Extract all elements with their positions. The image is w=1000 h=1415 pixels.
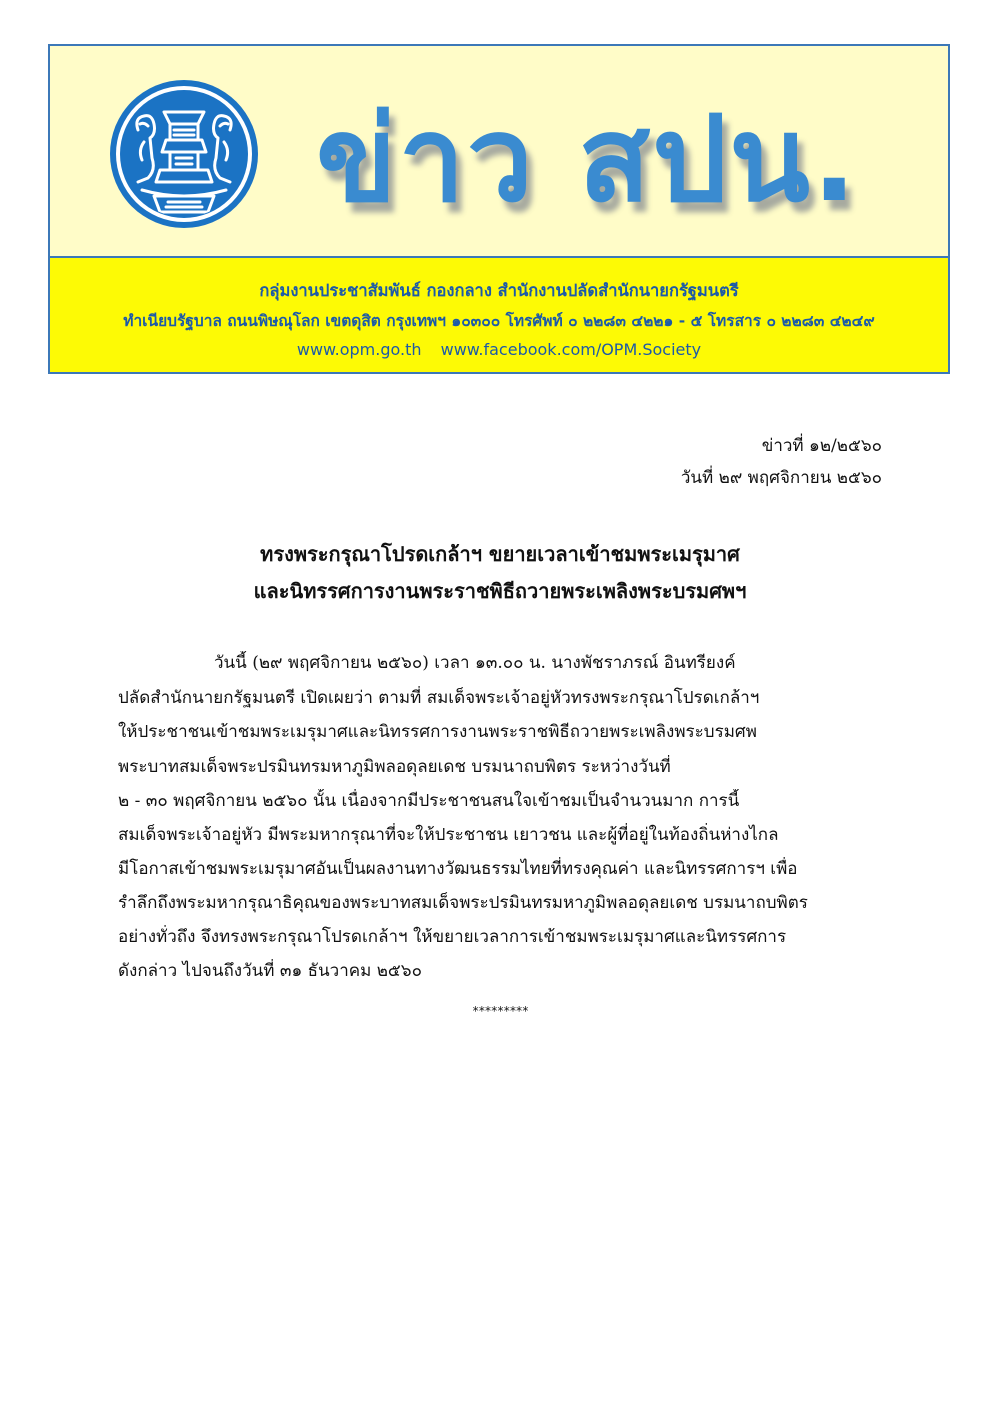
body-line: ปลัดสำนักนายกรัฐมนตรี เปิดเผยว่า ตามที่ สมเด็จพระเจ้าอยู่หัวทรงพระกรุณาโปรดเกล้าฯ	[118, 688, 760, 708]
government-seal-icon	[108, 78, 260, 230]
body-line: วันนี้ (๒๙ พฤศจิกายน ๒๕๖๐) เวลา ๑๓.๐๐ น. นางพัชราภรณ์ อินทรียงค์	[214, 653, 736, 673]
news-date: วันที่ ๒๙ พฤศจิกายน ๒๕๖๐	[680, 468, 882, 488]
office-name: กลุ่มงานประชาสัมพันธ์ กองกลาง สำนักงานปลัดสำนักนายกรัฐมนตรี	[259, 281, 739, 300]
body-line: อย่างทั่วถึง จึงทรงพระกรุณาโปรดเกล้าฯ ให้ขยายเวลาการเข้าชมพระเมรุมาศและนิทรรศการ	[118, 927, 787, 947]
body-line: ดังกล่าว ไปจนถึงวันที่ ๓๑ ธันวาคม ๒๕๖๐	[118, 961, 422, 981]
headline-line-2: และนิทรรศการงานพระราชพิธีถวายพระเพลิงพระบรมศพฯ	[253, 579, 747, 603]
body-line: รำลึกถึงพระมหากรุณาธิคุณของพระบาทสมเด็จพระปรมินทรมหาภูมิพลอดุลยเดช บรมนาถบพิตร	[118, 893, 808, 913]
body-line: พระบาทสมเด็จพระปรมินทรมหาภูมิพลอดุลยเดช บรมนาถบพิตร ระหว่างวันที่	[118, 757, 671, 777]
news-header	[48, 44, 950, 374]
facebook-link[interactable]: www.facebook.com/OPM.Society	[440, 340, 702, 359]
end-separator: *********	[471, 1004, 529, 1018]
news-number: ข่าวที่ ๑๒/๒๕๖๐	[761, 436, 882, 456]
header-contact-band	[50, 256, 948, 372]
body-line: ให้ประชาชนเข้าชมพระเมรุมาศและนิทรรศการงานพระราชพิธีถวายพระเพลิงพระบรมศพ	[118, 722, 757, 742]
body-line: สมเด็จพระเจ้าอยู่หัว มีพระมหากรุณาที่จะให้ประชาชน เยาวชน และผู้ที่อยู่ในท้องถิ่นห่างไกล	[118, 825, 779, 845]
website-link[interactable]: www.opm.go.th	[296, 340, 422, 359]
web-links	[50, 340, 948, 359]
headline-line-1: ทรงพระกรุณาโปรดเกล้าฯ ขยายเวลาเข้าชมพระเมรุมาศ	[260, 542, 740, 566]
body-line: มีโอกาสเข้าชมพระเมรุมาศอันเป็นผลงานทางวัฒนธรรมไทยที่ทรงคุณค่า และนิทรรศการฯ เพื่อ	[118, 859, 798, 879]
header-title-band	[50, 46, 948, 256]
office-address: ทำเนียบรัฐบาล ถนนพิษณุโลก เขตดุสิต กรุงเทพฯ ๑๐๓๐๐ โทรศัพท์ ๐ ๒๒๘๓ ๔๒๒๑ - ๕ โทรสาร ๐ ๒๒๘๓ ๔๒๔๙	[123, 312, 875, 330]
news-title: ข่าว สปน.	[316, 90, 859, 228]
body-line: ๒ - ๓๐ พฤศจิกายน ๒๕๖๐ นั้น เนื่องจากมีประชาชนสนใจเข้าชมเป็นจำนวนมาก การนี้	[118, 791, 740, 811]
